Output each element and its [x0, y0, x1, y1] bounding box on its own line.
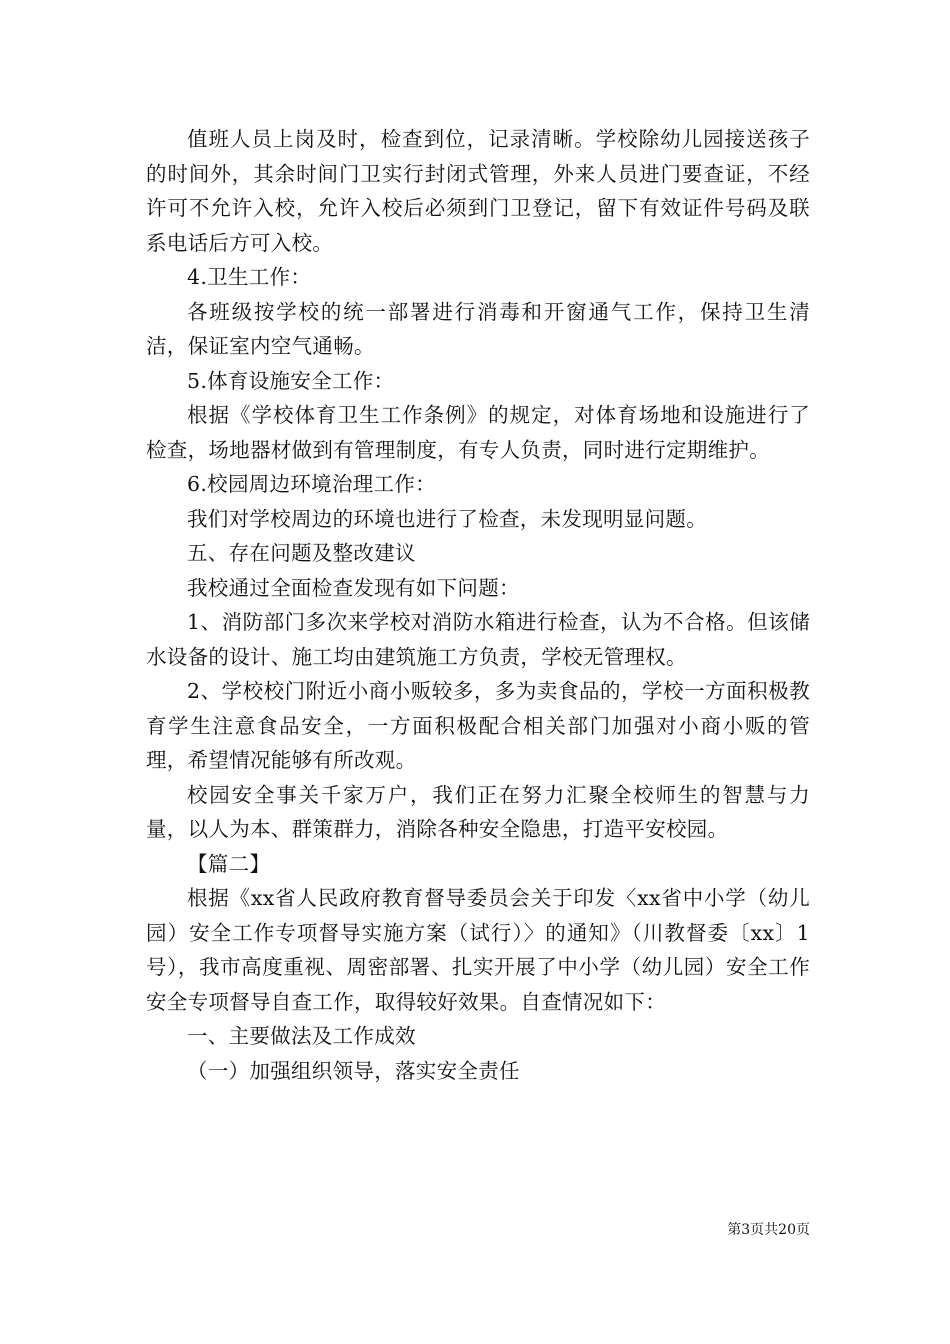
heading-part-two: 【篇二】 — [187, 851, 271, 876]
paragraph-problems-intro: 我校通过全面检查发现有如下问题： — [187, 575, 520, 600]
paragraph-conclusion: 校园安全事关千家万户，我们正在努力汇聚全校师生的智慧与力量，以人为本、群策群力，消除各种安全隐患，打造平安校园。 — [146, 782, 810, 841]
heading-problems: 五、存在问题及整改建议 — [187, 541, 416, 565]
paragraph-hygiene: 各班级按学校的统一部署进行消毒和开窗通气工作，保持卫生清洁，保证室内空气通畅。 — [146, 299, 810, 358]
heading-main-practices: 一、主要做法及工作成效 — [187, 1024, 416, 1048]
paragraph-problem-2: 2、学校校门附近小商小贩较多，多为卖食品的，学校一方面积极教育学生注意食品安全，一方面积极配合相关部门加强对小商小贩的管理，希望情况能够有所改观。 — [146, 679, 810, 772]
paragraph-sports-facilities: 根据《学校体育卫生工作条例》的规定，对体育场地和设施进行了检查，场地器材做到有管理制度，有专人负责，同时进行定期维护。 — [146, 403, 810, 462]
paragraph-part-two-intro: 根据《xx省人民政府教育督导委员会关于印发〈xx省中小学（幼儿园）安全工作专项督导实施方案（试行）〉的通知》（川教督委〔xx〕1号），我市高度重视、周密部署、扎实开展了中小学（幼儿园）安全工作安全专项督导自查工作，取得较好效果。自查情况如下： — [146, 886, 810, 1014]
paragraph-gatekeeping: 值班人员上岗及时，检查到位，记录清晰。学校除幼儿园接送孩子的时间外，其余时间门卫实行封闭式管理，外来人员进门要查证，不经许可不允许入校，允许入校后必须到门卫登记，留下有效证件号码及联系电话后方可入校。 — [146, 127, 810, 255]
heading-surroundings: 6.校园周边环境治理工作： — [187, 472, 436, 496]
heading-organization: （一）加强组织领导，落实安全责任 — [187, 1058, 520, 1083]
document-body — [146, 122, 810, 1088]
paragraph-problem-1: 1、消防部门多次来学校对消防水箱进行检查，认为不合格。但该储水设备的设计、施工均由建筑施工方负责，学校无管理权。 — [146, 610, 810, 669]
page-number-footer: 第3页共20页 — [727, 1222, 810, 1238]
heading-hygiene-work: 4.卫生工作： — [187, 265, 312, 289]
heading-sports-facilities: 5.体育设施安全工作： — [187, 368, 395, 393]
paragraph-surroundings: 我们对学校周边的环境也进行了检查，未发现明显问题。 — [187, 506, 707, 531]
